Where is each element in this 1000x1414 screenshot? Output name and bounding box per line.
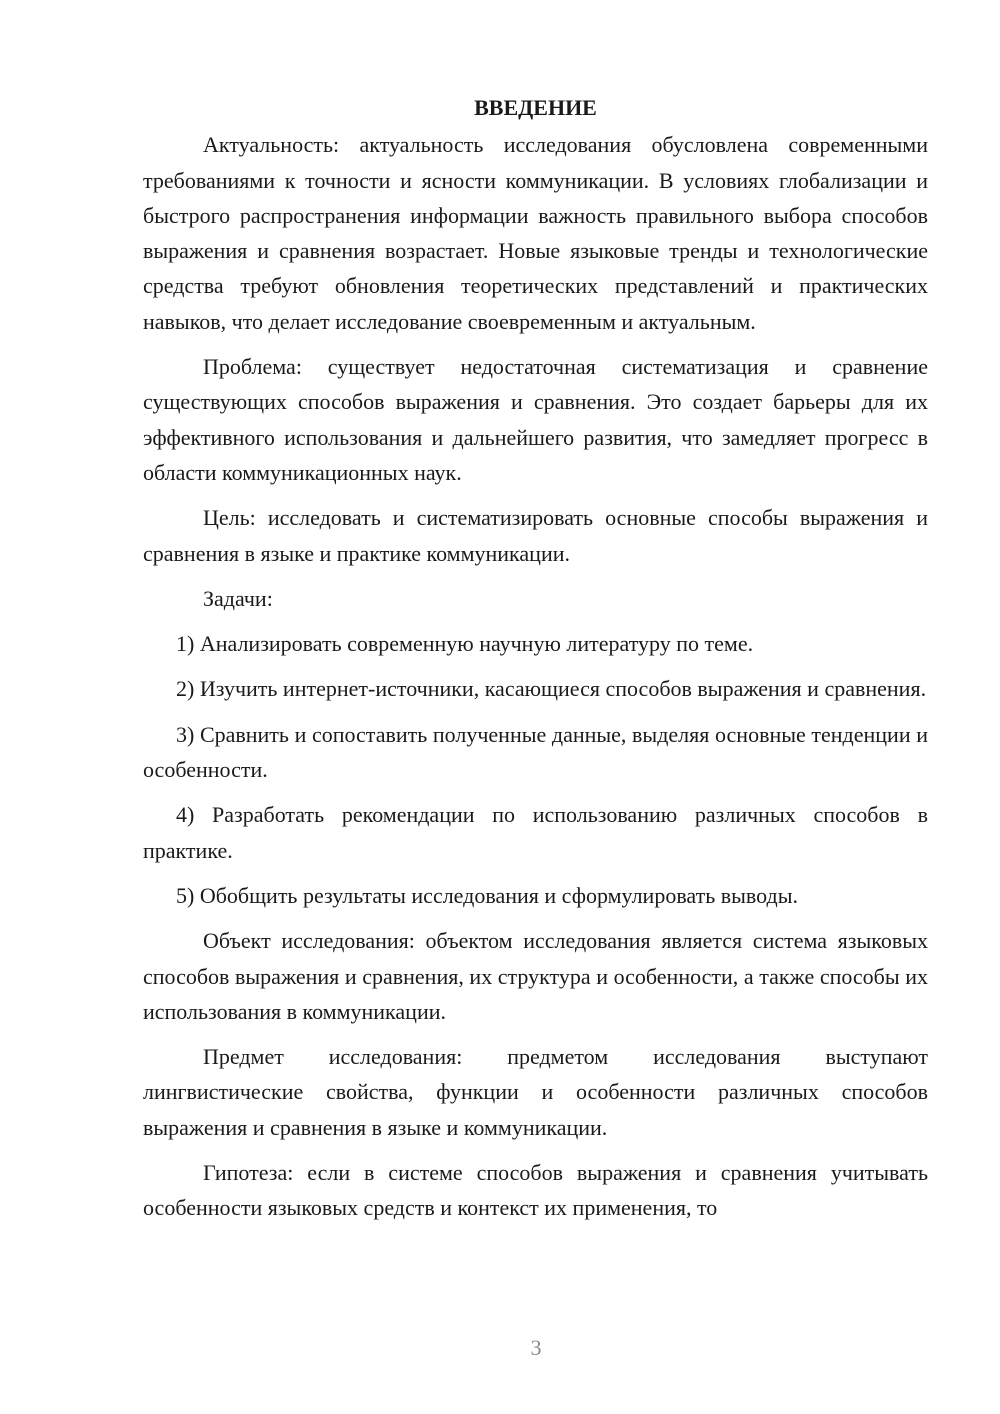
task-item-2: 2) Изучить интернет-источники, касающиеся способов выражения и сравнения. [176,676,927,702]
page-content [143,90,928,1236]
task-item-3: 3) Сравнить и сопоставить полученные данные, выделяя основные тенденции и особенности. [143,721,928,783]
paragraph-object: Объект исследования: объектом исследования является система языковых способов выражения и сравнения, их структура и особенности, а также способы их использования в коммуникации. [143,928,928,1024]
tasks-heading: Задачи: [203,585,273,611]
paragraph-subject: Предмет исследования: предметом исследования выступают лингвистические свойства, функции и особенности различных способов выражения и сравнения в языке и коммуникации. [143,1044,928,1140]
paragraph-goal: Цель: исследовать и систематизировать основные способы выражения и сравнения в языке и практике коммуникации. [143,505,928,566]
paragraph-hypothesis: Гипотеза: если в системе способов выражения и сравнения учитывать особенности языковых средств и контекст их применения, то [143,1160,928,1221]
task-item-4: 4) Разработать рекомендации по использованию различных способов в практике. [143,802,928,863]
paragraph-problem: Проблема: существует недостаточная систематизация и сравнение существующих способов выражения и сравнения. Это создает барьеры для их эффективного использования и дальнейшего развития, что замедляет прогресс в области коммуникационных наук. [143,354,928,485]
task-item-1: 1) Анализировать современную научную литературу по теме. [176,631,754,657]
task-item-5: 5) Обобщить результаты исследования и сформулировать выводы. [176,882,799,908]
section-title: ВВЕДЕНИЕ [474,95,597,120]
page-number: 3 [530,1335,542,1360]
paragraph-relevance: Актуальность: актуальность исследования обусловлена современными требованиями к точности и ясности коммуникации. В условиях глобализации и быстрого распространения информации важность правильного выбора способов выражения и сравнения возрастает. Новые языковые тренды и технологические средства требуют обновления теоретических представлений и практических навыков, что делает исследование своевременным и актуальным. [143,132,928,334]
